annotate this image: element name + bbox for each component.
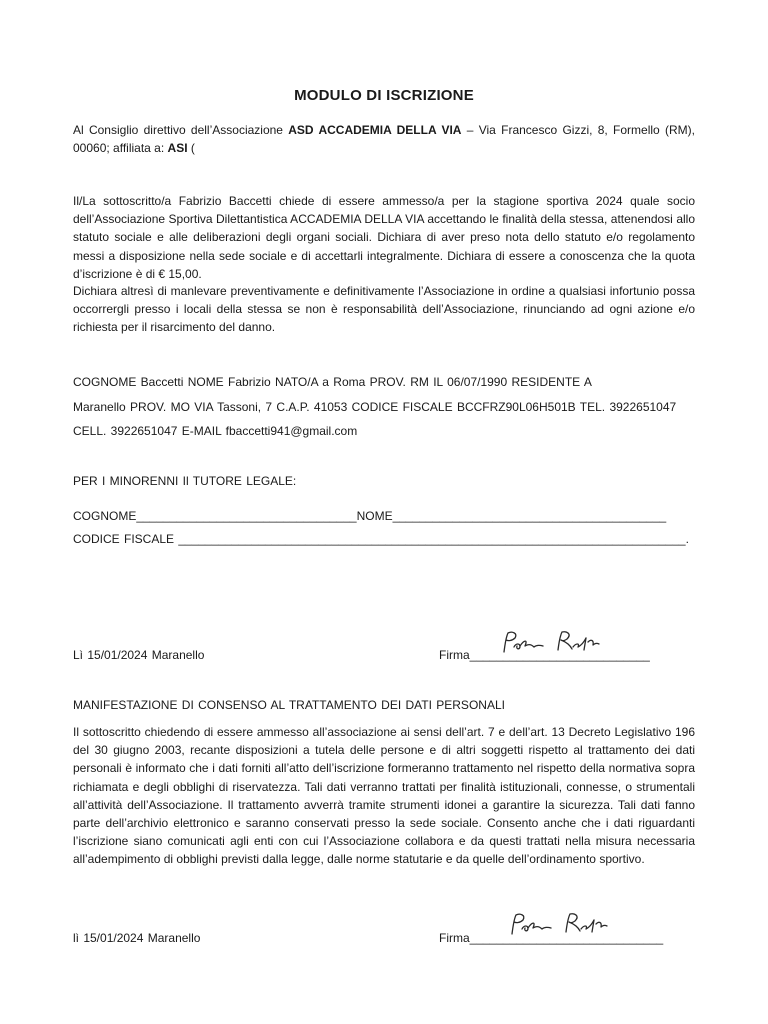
- first-handwritten-signature: [498, 628, 608, 662]
- personal-data-line-1: COGNOME Baccetti NOME Fabrizio NATO/A a Roma PROV. RM IL 06/07/1990 RESIDENTE A: [73, 375, 592, 389]
- affiliation-name: ASI: [167, 141, 188, 156]
- addressee-intro: Al Consiglio direttivo dell’Associazione: [73, 123, 289, 137]
- consent-paragraph: Il sottoscritto chiedendo di essere ammesso all’associazione ai sensi dell’art. 7 e dell’art. 13 Decreto Legislativo 196 del 30 giugno 2003, recante disposizioni a tutela delle persone e di altri soggetti rispetto al trattamento dei dati personali è informato che i dati forniti all’atto dell’iscrizione formeranno trattamento nel rispetto della normativa sopra richiamata e degli obblighi di riservatezza. Tali dati verranno trattati per finalità istituzionali, connesse, o strumentali all’attività dell’Associazione. Il trattamento avverrà tramite strumenti idonei a garantire la sicurezza. Tali dati fanno parte dell’archivio elettronico e saranno conservati presso la sede sociale. Consento anche che i dati riguardanti l’iscrizione siano comunicati agli enti con cui l’Associazione collabora e da questi trattati nella misura necessaria all’adempimento di obblighi previsti dalla legge, dalle norme statutarie e da quelle dell’ordinamento sportivo.: [73, 725, 695, 867]
- addressee-block: [73, 121, 695, 157]
- personal-data-line-2: Maranello PROV. MO VIA Tassoni, 7 C.A.P. 41053 CODICE FISCALE BCCFRZ90L06H501B TEL. 3922651047: [73, 400, 677, 414]
- form-title: MODULO DI ISCRIZIONE: [294, 87, 474, 104]
- association-address: – Via Francesco Gizzi, 8, Formello (RM), 00060; affiliata a:: [73, 123, 695, 156]
- tutor-fiscal-code-field[interactable]: CODICE FISCALE ____________________________________________________________________________.: [73, 532, 689, 546]
- association-name: ASD ACCADEMIA DELLA VIA: [288, 123, 462, 137]
- second-signature-field[interactable]: Firma_____________________________: [439, 931, 664, 945]
- consent-heading: MANIFESTAZIONE DI CONSENSO AL TRATTAMENTO DEI DATI PERSONALI: [73, 698, 505, 712]
- second-place-date: lì 15/01/2024 Maranello: [73, 931, 201, 945]
- request-paragraph: Il/La sottoscritto/a Fabrizio Baccetti chiede di essere ammesso/a per la stagione sportiva 2024 quale socio dell’Associazione Sportiva Dilettantistica ACCADEMIA DELLA VIA accettando le finalità della stessa, attenendosi allo statuto sociale e alle deliberazioni degli organi sociali. Dichiara di aver preso nota dello statuto e/o regolamento messi a disposizione nella sede sociale e di accettarli integralmente. Dichiara di essere a conoscenza che la quota d’iscrizione è di € 15,00.: [73, 194, 695, 281]
- first-signature-field[interactable]: Firma___________________________: [439, 648, 650, 662]
- minors-heading: PER I MINORENNI Il TUTORE LEGALE:: [73, 474, 297, 488]
- tutor-surname-name-field[interactable]: COGNOME_________________________________NOME_________________________________________: [73, 509, 667, 523]
- first-place-date: Lì 15/01/2024 Maranello: [73, 648, 205, 662]
- affiliation-suffix: (: [187, 141, 195, 156]
- personal-data-line-3: CELL. 3922651047 E-MAIL fbaccetti941@gmail.com: [73, 424, 358, 438]
- liability-paragraph: Dichiara altresì di manlevare preventivamente e definitivamente l’Associazione in ordine a qualsiasi infortunio possa occorrergli presso i locali della stessa se non è responsabilità dell’Associazione, rinunciando ad ogni azione e/o richiesta per il risarcimento del danno.: [73, 284, 695, 335]
- second-handwritten-signature: [506, 910, 616, 944]
